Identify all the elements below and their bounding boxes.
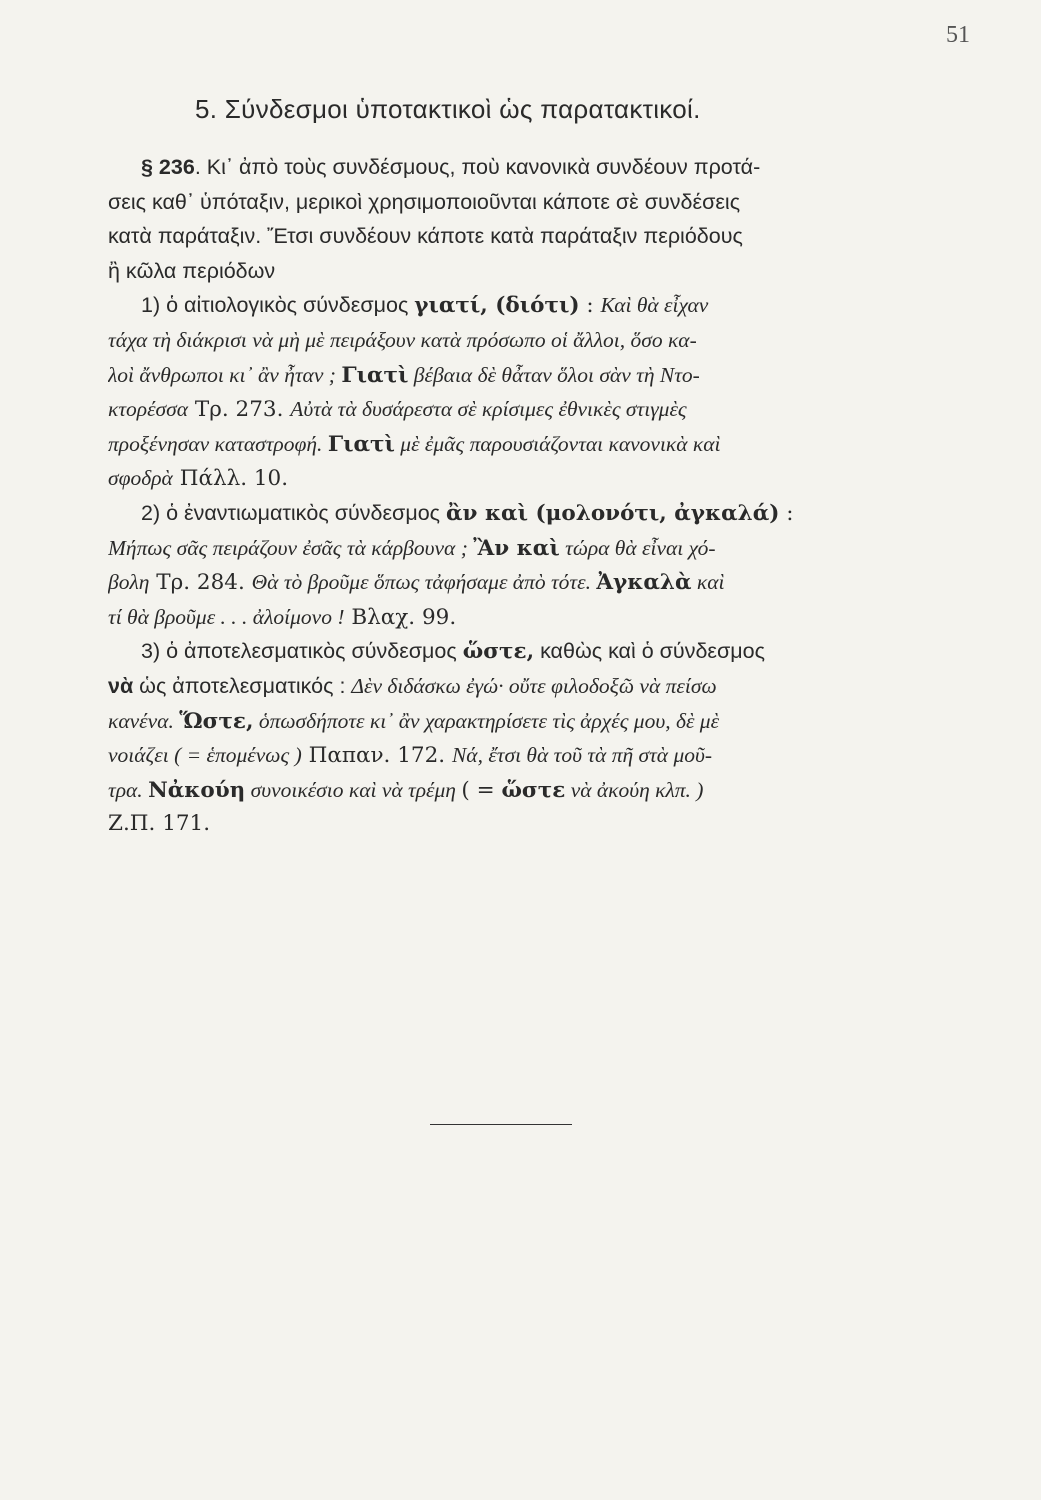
item-1-line-1: 1) ὁ αἰτιολογικὸς σύνδεσμος γιατί, (διότι) : Καὶ θὰ εἶχαν <box>141 293 709 319</box>
paragraph-236-line-3: κατὰ παράταξιν. Ἔτσι συνδέουν κάποτε κατὰ παράταξιν περιόδους <box>108 224 743 249</box>
item-3-line-1: 3) ὁ ἀποτελεσματικὸς σύνδεσμος ὥστε, καθὼς καὶ ὁ σύνδεσμος <box>141 639 765 665</box>
item-3-line-6: Ζ.Π. 171. <box>108 811 211 837</box>
section-mark: § 236 <box>141 155 195 179</box>
item-2-line-4: τί θὰ βροῦμε . . . ἀλοίμονο ! Βλαχ. 99. <box>108 604 457 630</box>
item-1-line-6: σφοδρὰ Πάλλ. 10. <box>108 466 289 492</box>
item-1-line-2: τάχα τὴ διάκρισι νὰ μὴ μὲ πειράξουν κατὰ πρόσωπο οἱ ἄλλοι, ὅσο κα- <box>108 327 697 352</box>
item-1-line-4: κτορέσσα Τρ. 273. Αὐτὰ τὰ δυσάρεστα σὲ κρίσιμες ἐθνικὲς στιγμὲς <box>108 397 687 423</box>
item-3-line-5: τρα. Νἀκούη συνοικέσιο καὶ νὰ τρέμη ( = ὥστε νὰ ἀκούη κλπ. ) <box>108 777 704 803</box>
paragraph-236-line-4: ἢ κῶλα περιόδων <box>108 258 276 283</box>
section-title: 5. Σύνδεσμοι ὑποτακτικοὶ ὡς παρατακτικοί. <box>195 94 701 124</box>
end-rule <box>430 1124 572 1125</box>
paragraph-236-line-2: σεις καθ᾽ ὑπόταξιν, μερικοὶ χρησιμοποιοῦνται κάποτε σὲ συνδέσεις <box>108 189 741 214</box>
item-3-line-4: νοιάζει ( = ἑπομένως ) Παπαν. 172. Νά, ἔτσι θὰ τοῦ τὰ πῆ στὰ μοῦ- <box>108 743 713 769</box>
item-2-line-2: Μήπως σᾶς πειράζουν ἐσᾶς τὰ κάρβουνα ; Ἂν καὶ τώρα θὰ εἶναι χό- <box>108 535 716 561</box>
item-2-line-1: 2) ὁ ἐναντιωματικὸς σύνδεσμος ἂν καὶ (μολονότι, ἀγκαλά) : <box>141 500 794 526</box>
item-1-line-3: λοὶ ἄνθρωποι κι᾽ ἂν ἦταν ; Γιατὶ βέβαια δὲ θἆταν ὅλοι σὰν τὴ Ντο- <box>108 362 700 388</box>
item-2-term: ἂν καὶ (μολονότι, ἀγκαλά) <box>446 500 780 526</box>
item-3-line-3: κανένα. Ὥστε, ὁπωσδήποτε κι᾽ ἂν χαρακτηρίσετε τὶς ἀρχές μου, δὲ μὲ <box>108 708 720 734</box>
page-number: 51 <box>946 22 970 48</box>
item-2-line-3: βολη Τρ. 284. Θὰ τὸ βροῦμε ὅπως τἀφήσαμε ἀπὸ τότε. Ἀγκαλὰ καὶ <box>108 570 725 596</box>
item-1-line-5: προξένησαν καταστροφή. Γιατὶ μὲ ἐμᾶς παρουσιάζονται κανονικὰ καὶ <box>108 431 721 457</box>
item-1-term: γιατί, (διότι) <box>414 293 580 319</box>
paragraph-236-line-1: § 236. Κι᾽ ἀπὸ τοὺς συνδέσμους, ποὺ κανονικὰ συνδέουν προτά- <box>141 155 761 179</box>
body-text <box>108 150 948 842</box>
item-3-term: ὥστε, <box>462 639 535 665</box>
item-3-line-2: νὰ ὡς ἀποτελεσματικός : Δὲν διδάσκω ἐγώ· οὔτε φιλοδοξῶ νὰ πείσω <box>108 673 717 698</box>
